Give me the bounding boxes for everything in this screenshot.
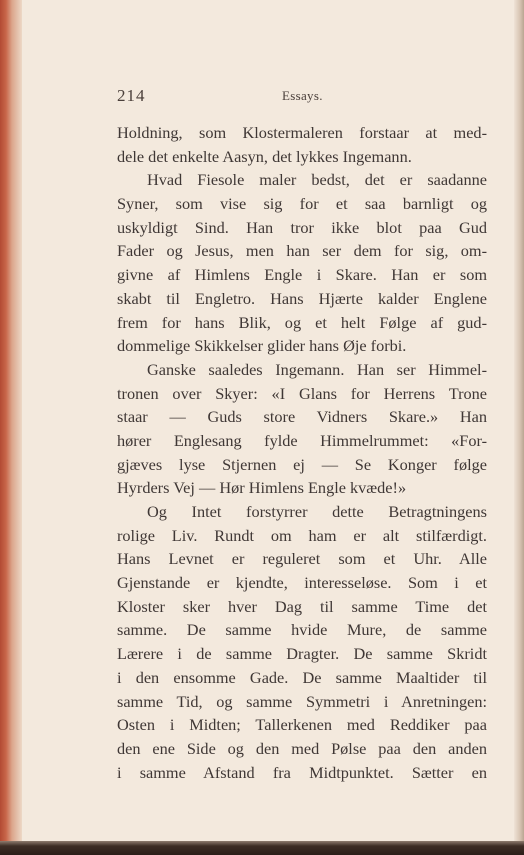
text-line: uskyldigt Sind. Han tror ikke blot paa Gud	[117, 217, 487, 237]
text-line: Og Intet forstyrrer dette Betragtningens	[147, 502, 487, 521]
text-line: givne af Himlens Engle i Skare. Han er som	[117, 265, 487, 285]
text-line: Lærere i de samme Dragter. De samme Skridt	[117, 644, 487, 664]
text-line: dommelige Skikkelser glider hans Øje forbi.	[117, 336, 407, 356]
text-line: Osten i Midten; Tallerkenen med Reddiker paa	[117, 715, 487, 735]
page-fore-edge	[514, 0, 524, 855]
body-text	[117, 121, 487, 784]
text-line: Hans Levnet er reguleret som et Uhr. Alle	[117, 549, 487, 569]
text-line: dele det enkelte Aasyn, det lykkes Ingemann.	[117, 146, 412, 166]
text-line: Holdning, som Klostermaleren forstaar at med-	[117, 123, 487, 142]
running-head: Essays.	[282, 88, 323, 103]
text-line: Kloster sker hver Dag til samme Time det	[117, 596, 487, 616]
text-line: samme. De samme hvide Mure, de samme	[117, 620, 487, 640]
text-line: Syner, som vise sig for et saa barnligt og	[117, 194, 487, 214]
scan-bottom-shadow	[0, 841, 524, 855]
page-header	[117, 86, 487, 108]
text-line: skabt til Engletro. Hans Hjærte kalder Englene	[117, 288, 487, 308]
text-line: i samme Afstand fra Midtpunktet. Sætter en	[117, 762, 487, 782]
text-line: i den ensomme Gade. De samme Maaltider til	[117, 667, 487, 687]
text-line: hører Englesang fylde Himmelrummet: «For-	[117, 430, 487, 450]
text-line: staar — Guds store Vidners Skare.» Han	[117, 407, 487, 427]
text-line: gjæves lyse Stjernen ej — Se Konger følge	[117, 454, 487, 474]
text-line: Fader og Jesus, men han ser dem for sig, om-	[117, 241, 487, 261]
page-binding-edge	[0, 0, 22, 855]
text-line: frem for hans Blik, og et helt Følge af gud-	[117, 312, 487, 332]
text-line: den ene Side og den med Pølse paa den anden	[117, 738, 487, 758]
text-line: Gjenstande er kjendte, interesseløse. Som i et	[117, 573, 487, 593]
text-line: rolige Liv. Rundt om ham er alt stilfærdigt.	[117, 525, 487, 545]
page-number: 214	[117, 86, 146, 105]
text-line: Hvad Fiesole maler bedst, det er saadanne	[147, 170, 487, 190]
text-line: samme Tid, og samme Symmetri i Anretningen:	[117, 691, 487, 711]
text-line: tronen over Skyer: «I Glans for Herrens Trone	[117, 383, 487, 403]
text-line: Ganske saaledes Ingemann. Han ser Himmel-	[147, 359, 487, 379]
text-line: Hyrders Vej — Hør Himlens Engle kvæde!»	[117, 478, 407, 498]
